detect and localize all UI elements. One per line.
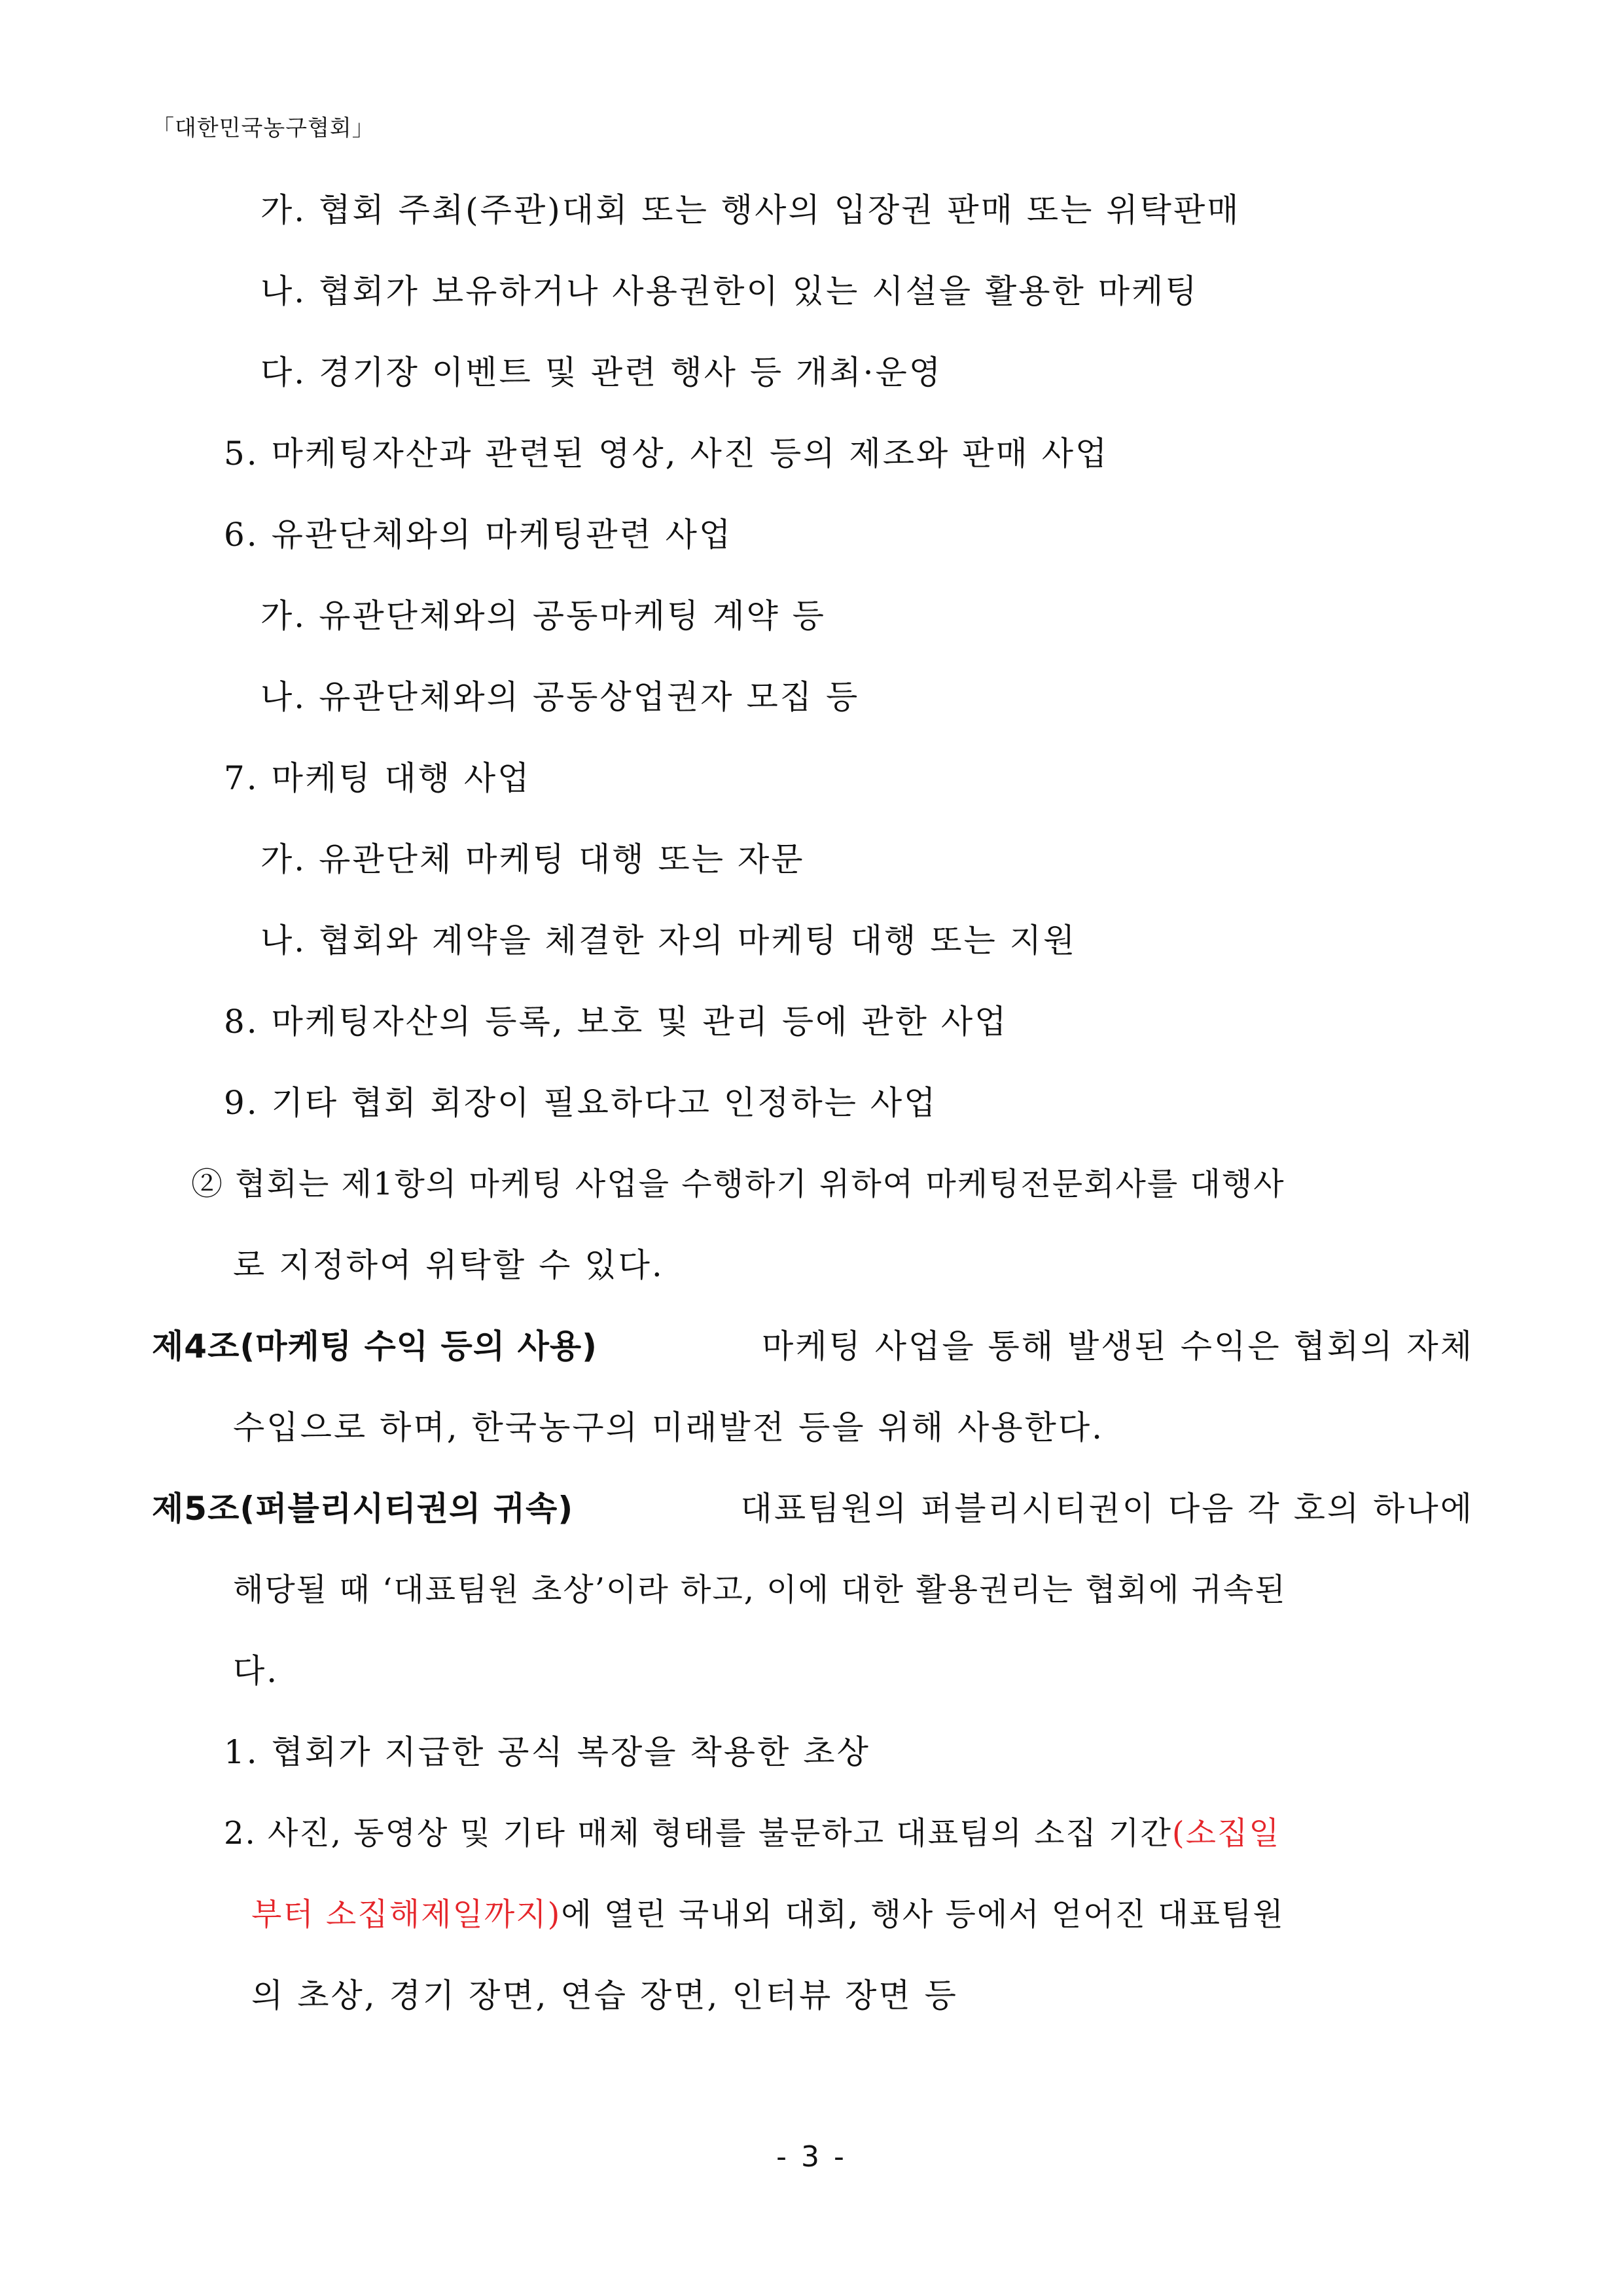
list-item — [224, 1812, 1281, 1855]
article-5-heading: 제5조(퍼블리시티권의 귀속) — [152, 1490, 574, 1528]
document-header: 「대한민국농구협회」 — [152, 115, 375, 141]
item-text: 에 열린 국내외 대회, 행사 등에서 얻어진 대표팀원 — [561, 1896, 1285, 1933]
list-item-continuation: 의 초상, 경기 장면, 연습 장면, 인터뷰 장면 등 — [251, 1977, 958, 2015]
paragraph-line: 로 지정하여 위탁할 수 있다. — [233, 1246, 664, 1284]
list-item: 가. 유관단체 마케팅 대행 또는 자문 — [260, 840, 805, 878]
article-5-line-3: 다. — [233, 1652, 279, 1690]
highlighted-text: 부터 소집해제일까지) — [251, 1896, 562, 1933]
list-item: 6. 유관단체와의 마케팅관련 사업 — [224, 516, 733, 554]
list-item: 가. 유관단체와의 공동마케팅 계약 등 — [260, 597, 826, 635]
highlighted-text: (소집일 — [1171, 1815, 1281, 1852]
article-4-line-2: 수입으로 하며, 한국농구의 미래발전 등을 위해 사용한다. — [233, 1408, 1105, 1446]
article-5-line-2: 해당될 때 ‘대표팀원 초상’이라 하고, 이에 대한 활용권리는 협회에 귀속된 — [233, 1571, 1287, 1608]
list-item: 나. 유관단체와의 공동상업권자 모집 등 — [260, 678, 860, 716]
article-4-heading: 제4조(마케팅 수익 등의 사용) — [152, 1327, 598, 1365]
list-item: 나. 협회가 보유하거나 사용권한이 있는 시설을 활용한 마케팅 — [260, 272, 1199, 310]
list-item: 7. 마케팅 대행 사업 — [224, 759, 531, 797]
list-item: 가. 협회 주최(주관)대회 또는 행사의 입장권 판매 또는 위탁판매 — [260, 191, 1241, 229]
item-text: 2. 사진, 동영상 및 기타 매체 형태를 불문하고 대표팀의 소집 기간 — [224, 1815, 1172, 1852]
list-item: 8. 마케팅자산의 등록, 보호 및 관리 등에 관한 사업 — [224, 1003, 1008, 1041]
article-4-line-1 — [152, 1325, 1474, 1368]
paragraph-line: ② 협회는 제1항의 마케팅 사업을 수행하기 위하여 마케팅전문회사를 대행사 — [191, 1166, 1285, 1202]
article-4-body: 마케팅 사업을 통해 발생된 수익은 협회의 자체 — [761, 1327, 1474, 1365]
article-5-line-1 — [152, 1487, 1474, 1530]
list-item: 1. 협회가 지급한 공식 복장을 착용한 초상 — [224, 1733, 870, 1771]
list-item: 다. 경기장 이벤트 및 관련 행사 등 개최·운영 — [260, 353, 943, 391]
article-5-body: 대표팀원의 퍼블리시티권이 다음 각 호의 하나에 — [740, 1490, 1474, 1528]
page-number: - 3 - — [776, 2140, 847, 2174]
list-item: 5. 마케팅자산과 관련된 영상, 사진 등의 제조와 판매 사업 — [224, 435, 1109, 473]
list-item: 나. 협회와 계약을 체결한 자의 마케팅 대행 또는 지원 — [260, 922, 1077, 960]
list-item: 9. 기타 협회 회장이 필요하다고 인정하는 사업 — [224, 1084, 938, 1122]
list-item-continuation — [251, 1893, 1285, 1936]
